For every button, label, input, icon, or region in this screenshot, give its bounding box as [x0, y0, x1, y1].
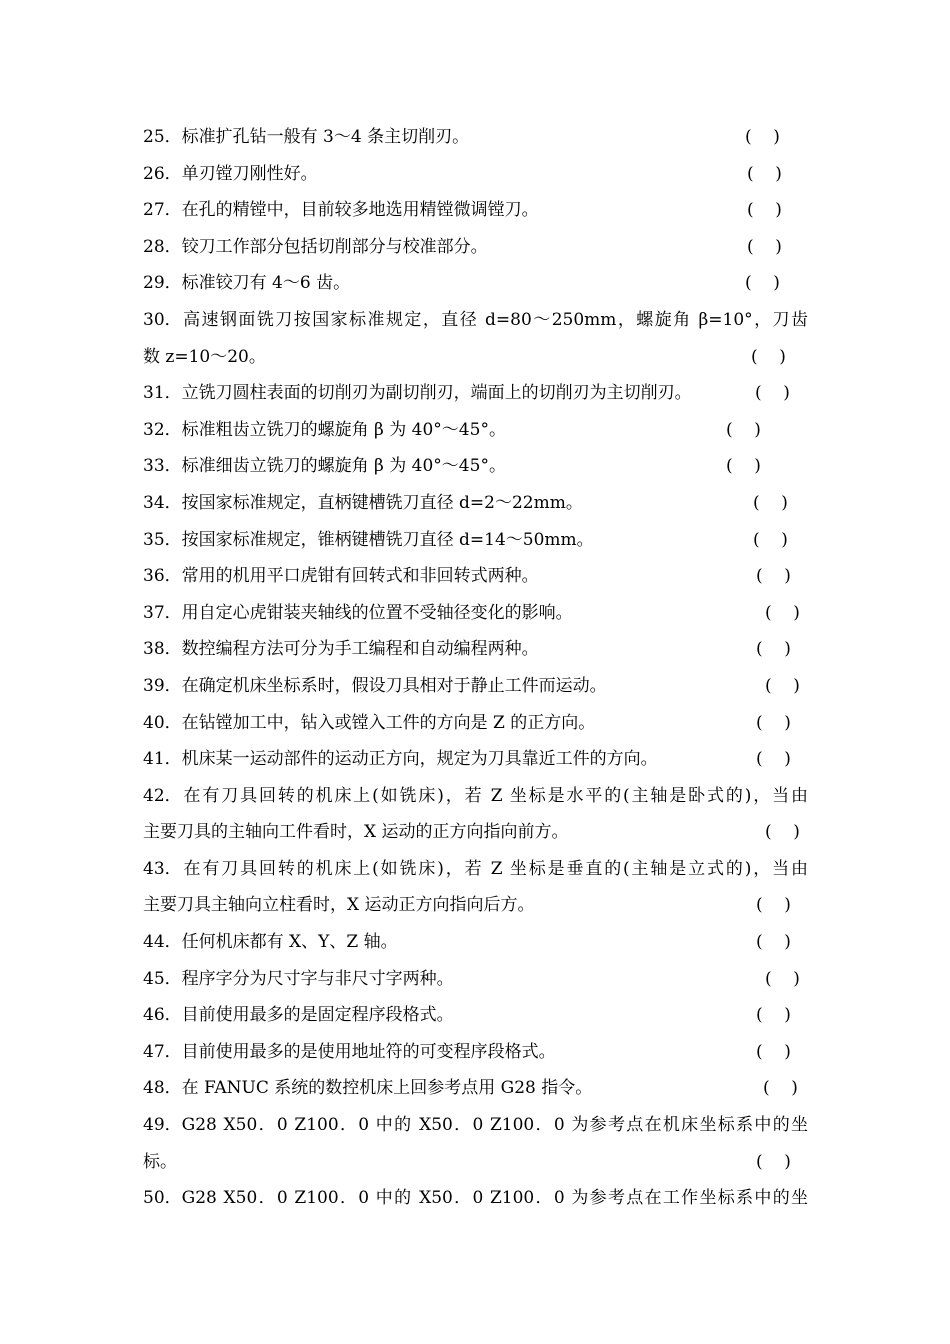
- question-number: 27．: [143, 200, 182, 221]
- question-text-continuation: 数 z=10～20。: [143, 346, 266, 367]
- question-number: 37．: [143, 602, 182, 623]
- answer-blank[interactable]: ( ): [763, 1078, 798, 1099]
- question-36: [143, 558, 808, 595]
- answer-blank[interactable]: ( ): [756, 895, 791, 916]
- answer-blank[interactable]: ( ): [756, 712, 791, 733]
- question-26: [143, 156, 808, 193]
- question-45: [143, 961, 808, 998]
- question-number: 41．: [143, 749, 182, 770]
- question-text: 高速钢面铣刀按国家标准规定，直径 d=80～250mm，螺旋角 β=10°，刀齿: [181, 309, 808, 330]
- question-35: [143, 522, 808, 559]
- question-text: 目前使用最多的是使用地址符的可变程序段格式。: [181, 1041, 556, 1062]
- answer-blank[interactable]: ( ): [756, 1041, 791, 1062]
- question-number: 33．: [143, 456, 182, 477]
- question-34: [143, 485, 808, 522]
- question-text: 在确定机床坐标系时，假设刀具相对于静止工件而运动。: [181, 675, 607, 696]
- question-text: 用自定心虎钳装夹轴线的位置不受轴径变化的影响。: [181, 602, 573, 623]
- question-number: 26．: [143, 163, 182, 184]
- question-number: 39．: [143, 675, 182, 696]
- question-41: [143, 741, 808, 778]
- answer-blank[interactable]: ( ): [726, 456, 761, 477]
- question-number: 31．: [143, 383, 182, 404]
- question-text: 标准粗齿立铣刀的螺旋角 β 为 40°～45°。: [181, 419, 506, 440]
- answer-blank[interactable]: ( ): [765, 822, 800, 843]
- answer-blank[interactable]: ( ): [765, 675, 800, 696]
- question-number: 25．: [143, 127, 182, 147]
- question-37: [143, 595, 808, 632]
- question-29: [143, 265, 808, 302]
- question-number: 45．: [143, 968, 182, 989]
- answer-blank[interactable]: ( ): [747, 200, 782, 221]
- question-39: [143, 668, 808, 705]
- question-31: [143, 375, 808, 412]
- question-text-continuation: 标。: [143, 1151, 177, 1172]
- question-48: [143, 1070, 808, 1107]
- answer-blank[interactable]: ( ): [755, 383, 790, 404]
- question-number: 47．: [143, 1041, 182, 1062]
- question-text: 在有刀具回转的机床上(如铣床)，若 Z 坐标是水平的(主轴是卧式的)，当由: [181, 785, 808, 806]
- question-number: 28．: [143, 236, 182, 257]
- answer-blank[interactable]: ( ): [747, 236, 782, 257]
- question-43: [143, 851, 808, 888]
- question-38: [143, 631, 808, 668]
- question-number: 38．: [143, 639, 182, 660]
- question-text: 在 FANUC 系统的数控机床上回参考点用 G28 指令。: [181, 1078, 593, 1099]
- question-text: 标准扩孔钻一般有 3～4 条主切削刃。: [181, 127, 470, 147]
- question-number: 48．: [143, 1078, 182, 1099]
- question-49-continuation: [143, 1144, 808, 1181]
- question-number: 46．: [143, 1005, 182, 1026]
- question-number: 50．: [143, 1188, 182, 1209]
- question-text: 在孔的精镗中，目前较多地选用精镗微调镗刀。: [181, 200, 539, 221]
- question-49: [143, 1107, 808, 1144]
- answer-blank[interactable]: ( ): [756, 1151, 791, 1172]
- answer-blank[interactable]: ( ): [765, 968, 800, 989]
- question-44: [143, 924, 808, 961]
- answer-blank[interactable]: ( ): [726, 419, 761, 440]
- question-text: 在有刀具回转的机床上(如铣床)，若 Z 坐标是垂直的(主轴是立式的)，当由: [181, 858, 808, 879]
- answer-blank[interactable]: ( ): [745, 127, 780, 147]
- question-text: G28 X50．0 Z100．0 中的 X50．0 Z100．0 为参考点在工作坐标系中的坐: [181, 1188, 808, 1209]
- question-number: 42．: [143, 785, 182, 806]
- question-text: 立铣刀圆柱表面的切削刃为副切削刃，端面上的切削刃为主切削刃。: [181, 383, 692, 404]
- question-number: 34．: [143, 492, 182, 513]
- question-text: G28 X50．0 Z100．0 中的 X50．0 Z100．0 为参考点在机床坐标系中的坐: [181, 1115, 808, 1136]
- question-text: 按国家标准规定，锥柄键槽铣刀直径 d=14～50mm。: [181, 529, 594, 550]
- answer-blank[interactable]: ( ): [751, 346, 786, 367]
- question-text: 常用的机用平口虎钳有回转式和非回转式两种。: [181, 566, 539, 587]
- answer-blank[interactable]: ( ): [747, 163, 782, 184]
- question-46: [143, 997, 808, 1034]
- question-number: 29．: [143, 273, 182, 294]
- question-text: 任何机床都有 X、Y、Z 轴。: [181, 932, 398, 953]
- question-text: 机床某一运动部件的运动正方向，规定为刀具靠近工件的方向。: [181, 749, 658, 770]
- answer-blank[interactable]: ( ): [765, 602, 800, 623]
- answer-blank[interactable]: ( ): [756, 749, 791, 770]
- question-47: [143, 1034, 808, 1071]
- question-text: 标准铰刀有 4～6 齿。: [181, 273, 351, 294]
- question-27: [143, 192, 808, 229]
- question-43-continuation: [143, 887, 808, 924]
- question-50: [143, 1180, 808, 1217]
- question-number: 35．: [143, 529, 182, 550]
- question-text: 程序字分为尺寸字与非尺寸字两种。: [181, 968, 454, 989]
- question-text: 目前使用最多的是固定程序段格式。: [181, 1005, 454, 1026]
- question-30-continuation: [143, 339, 808, 376]
- question-text: 铰刀工作部分包括切削部分与校准部分。: [181, 236, 488, 257]
- answer-blank[interactable]: ( ): [745, 273, 780, 294]
- question-32: [143, 412, 808, 449]
- question-text-continuation: 主要刀具的主轴向工件看时，X 运动的正方向指向前方。: [143, 822, 569, 843]
- question-text: 单刃镗刀刚性好。: [181, 163, 318, 184]
- question-30: [143, 302, 808, 339]
- question-42-continuation: [143, 814, 808, 851]
- question-text-continuation: 主要刀具主轴向立柱看时，X 运动正方向指向后方。: [143, 895, 535, 916]
- question-28: [143, 229, 808, 266]
- answer-blank[interactable]: ( ): [756, 639, 791, 660]
- question-text: 标准细齿立铣刀的螺旋角 β 为 40°～45°。: [181, 456, 506, 477]
- answer-blank[interactable]: ( ): [756, 932, 791, 953]
- question-text: 数控编程方法可分为手工编程和自动编程两种。: [181, 639, 539, 660]
- question-25: [143, 119, 808, 156]
- answer-blank[interactable]: ( ): [756, 1005, 791, 1026]
- question-number: 36．: [143, 566, 182, 587]
- question-33: [143, 448, 808, 485]
- answer-blank[interactable]: ( ): [756, 566, 791, 587]
- question-number: 43．: [143, 858, 182, 879]
- question-text: 按国家标准规定，直柄键槽铣刀直径 d=2～22mm。: [181, 492, 583, 513]
- question-list: [143, 119, 808, 1217]
- question-text: 在钻镗加工中，钻入或镗入工件的方向是 Z 的正方向。: [181, 712, 596, 733]
- question-number: 40．: [143, 712, 182, 733]
- question-40: [143, 705, 808, 742]
- answer-blank[interactable]: ( ): [753, 492, 788, 513]
- question-42: [143, 778, 808, 815]
- question-number: 32．: [143, 419, 182, 440]
- question-number: 30．: [143, 309, 182, 330]
- answer-blank[interactable]: ( ): [753, 529, 788, 550]
- question-number: 44．: [143, 932, 182, 953]
- question-number: 49．: [143, 1115, 182, 1136]
